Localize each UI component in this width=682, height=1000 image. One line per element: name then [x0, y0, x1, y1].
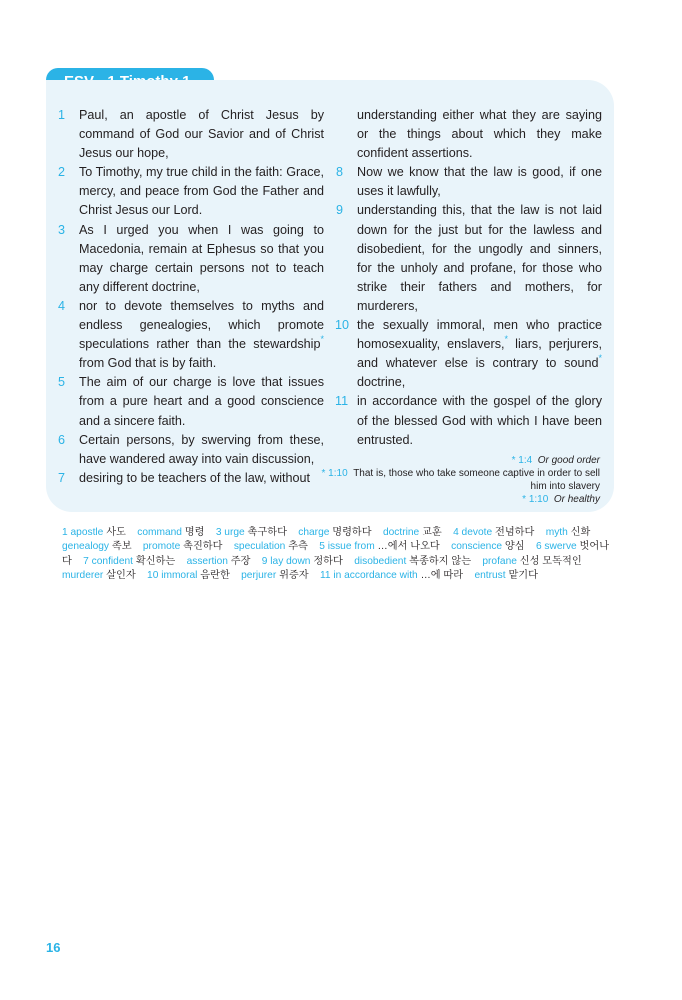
verse — [336, 316, 602, 392]
verse-text: desiring to be teachers of the law, without — [79, 470, 311, 485]
verse — [336, 201, 602, 316]
verse-number: 5 — [58, 375, 66, 390]
vocab-meaning: 살인자 — [106, 570, 136, 582]
vocab-entry — [453, 527, 534, 538]
verse-number: 8 — [336, 165, 344, 180]
vocab-entry — [298, 527, 371, 538]
vocab-word: 9 lay down — [261, 555, 311, 567]
vocab-entry — [83, 556, 175, 567]
vocab-word: perjurer — [241, 570, 277, 582]
vocab-meaning: 주장 — [230, 555, 251, 567]
footnote-marker: * — [598, 353, 602, 364]
vocab-meaning: 신성 모독적인 — [519, 555, 582, 567]
verse — [58, 163, 324, 220]
vocab-entry — [241, 570, 308, 581]
verse — [58, 431, 324, 469]
vocab-word: doctrine — [382, 527, 420, 538]
verse-number: 6 — [58, 432, 66, 447]
vocab-word: command — [137, 527, 182, 538]
vocab-entry — [474, 570, 538, 581]
verse-text: Paul, an apostle of Christ Jesus by command of God our Savior and of Christ Jesus our hope, — [79, 108, 324, 161]
vocab-meaning: 맡기다 — [508, 570, 538, 582]
vocab-entry — [137, 527, 204, 538]
page-number: 16 — [46, 940, 61, 955]
vocab-entry — [62, 541, 132, 552]
vocab-word: disobedient — [354, 555, 407, 567]
verse — [336, 106, 602, 163]
vocab-meaning: 벗어나다 — [62, 541, 610, 567]
vocab-meaning: 신화 — [570, 527, 591, 538]
vocab-word: 6 swerve — [535, 541, 577, 553]
verse-text: As I urged you when I was going to Macedonia, remain at Ephesus so that you may charge certain persons not to teach any different doctrine, — [79, 222, 324, 294]
verse-text: To Timothy, my true child in the faith: Grace, mercy, and peace from God the Father and Christ Jesus our Lord. — [79, 165, 324, 218]
footnote-text: That is, those who take someone captive in order to sell him into slavery — [353, 468, 600, 492]
verse — [336, 392, 602, 449]
footnote — [320, 493, 600, 506]
footnote-ref: * 1:10 — [321, 468, 348, 479]
verse-number: 3 — [58, 222, 66, 237]
verse-text: liars, perjurers, and whatever else is contrary to sound — [357, 337, 602, 371]
verse-number: 9 — [336, 203, 344, 218]
vocab-meaning: 음란한 — [200, 570, 230, 582]
vocab-word: entrust — [474, 570, 506, 582]
verse — [58, 106, 324, 163]
verse-text: nor to devote themselves to myths and endless genealogies, which promote speculations rather than the stewardship — [79, 298, 324, 352]
vocab-meaning: 양심 — [504, 541, 525, 553]
vocab-entry — [262, 556, 343, 567]
verse-number: 2 — [58, 165, 66, 180]
verse-text: doctrine, — [357, 375, 406, 390]
vocab-word: 7 confident — [83, 555, 134, 567]
vocab-meaning: …에 따라 — [420, 570, 464, 582]
footnote — [320, 467, 600, 493]
vocab-entry — [354, 556, 471, 567]
vocab-word: 4 devote — [453, 527, 493, 538]
verse — [58, 373, 324, 430]
footnote — [320, 454, 600, 467]
vocab-meaning: 정하다 — [313, 555, 343, 567]
vocab-meaning: 촉구하다 — [247, 527, 287, 538]
vocab-meaning: 위증자 — [279, 570, 309, 582]
vocab-word: genealogy — [62, 541, 110, 553]
verse-number: 7 — [58, 470, 66, 485]
vocab-meaning: 추측 — [288, 541, 308, 553]
verse-text: the sexually immoral, men who practice homosexuality, enslavers, — [357, 318, 602, 352]
left-column — [58, 106, 324, 488]
vocab-word: speculation — [233, 541, 286, 553]
vocab-meaning: 족보 — [111, 541, 132, 553]
verse-text: in accordance with the gospel of the glory of the blessed God with which I have been entrusted. — [357, 394, 602, 447]
verse — [58, 297, 324, 373]
vocab-word: conscience — [451, 541, 503, 553]
footnote-ref: * 1:4 — [511, 455, 533, 466]
vocab-meaning: 교훈 — [422, 527, 442, 538]
vocab-meaning: …에서 나오다 — [377, 541, 440, 553]
vocab-word: 11 in accordance with — [319, 570, 418, 582]
vocab-word: 5 issue from — [319, 541, 375, 553]
footnote-marker: * — [320, 334, 324, 345]
vocab-entry — [62, 527, 126, 538]
verse — [58, 469, 324, 488]
vocab-entry — [216, 527, 287, 538]
vocab-meaning: 확신하는 — [135, 555, 176, 567]
vocab-word: charge — [298, 527, 330, 538]
vocabulary-list — [62, 526, 614, 584]
verse-number: 11 — [335, 394, 349, 409]
footnote-marker: * — [504, 334, 509, 345]
verse-text: understanding either what they are saying or the things about which they make confident assertions. — [357, 108, 602, 161]
vocab-word: myth — [545, 527, 568, 538]
verse-number: 4 — [58, 298, 66, 313]
vocab-entry — [482, 556, 581, 567]
vocab-word: 10 immoral — [147, 570, 198, 582]
vocab-entry — [320, 570, 463, 581]
vocab-entry — [546, 527, 591, 538]
footnotes — [320, 454, 600, 506]
vocab-entry — [187, 556, 251, 567]
verse — [58, 221, 324, 297]
vocab-entry — [143, 541, 223, 552]
verse-text: The aim of our charge is love that issues from a pure heart and a good conscience and a sincere faith. — [79, 375, 324, 428]
vocab-entry — [147, 570, 230, 581]
right-column — [336, 106, 602, 450]
verse-text: Certain persons, by swerving from these, have wandered away into vain discussion, — [79, 432, 324, 466]
verse-text: understanding this, that the law is not laid down for the just but for the lawless and disobedient, for the ungodly and sinners, for the unholy and profane, for those who strike their fathers and mothers, for murderers, — [357, 203, 602, 313]
vocab-entry — [383, 527, 442, 538]
footnote-text: Or good order — [537, 455, 600, 466]
vocab-entry — [319, 541, 440, 552]
verse-number: 1 — [58, 108, 66, 122]
verse-text: from God that is by faith. — [79, 356, 217, 371]
vocab-meaning: 사도 — [106, 527, 126, 538]
vocab-word: 3 urge — [215, 527, 245, 538]
vocab-meaning: 전념하다 — [495, 527, 535, 538]
vocab-word: murderer — [62, 570, 104, 582]
vocab-entry — [62, 570, 136, 581]
vocab-word: profane — [482, 555, 517, 567]
footnote-text: Or healthy — [553, 494, 600, 505]
vocab-meaning: 복종하지 않는 — [409, 555, 472, 567]
verse — [336, 163, 602, 201]
vocab-meaning: 명령 — [184, 527, 205, 538]
footnote-ref: * 1:10 — [522, 494, 549, 505]
vocab-word: 1 apostle — [62, 527, 104, 538]
verse-text: Now we know that the law is good, if one uses it lawfully, — [357, 165, 602, 199]
vocab-meaning: 명령하다 — [332, 527, 372, 538]
vocab-word: promote — [142, 541, 181, 553]
vocab-meaning: 촉진하다 — [183, 541, 223, 553]
vocab-entry — [234, 541, 308, 552]
vocab-word: assertion — [186, 555, 228, 567]
vocab-entry — [451, 541, 525, 552]
verse-number: 10 — [335, 318, 350, 333]
